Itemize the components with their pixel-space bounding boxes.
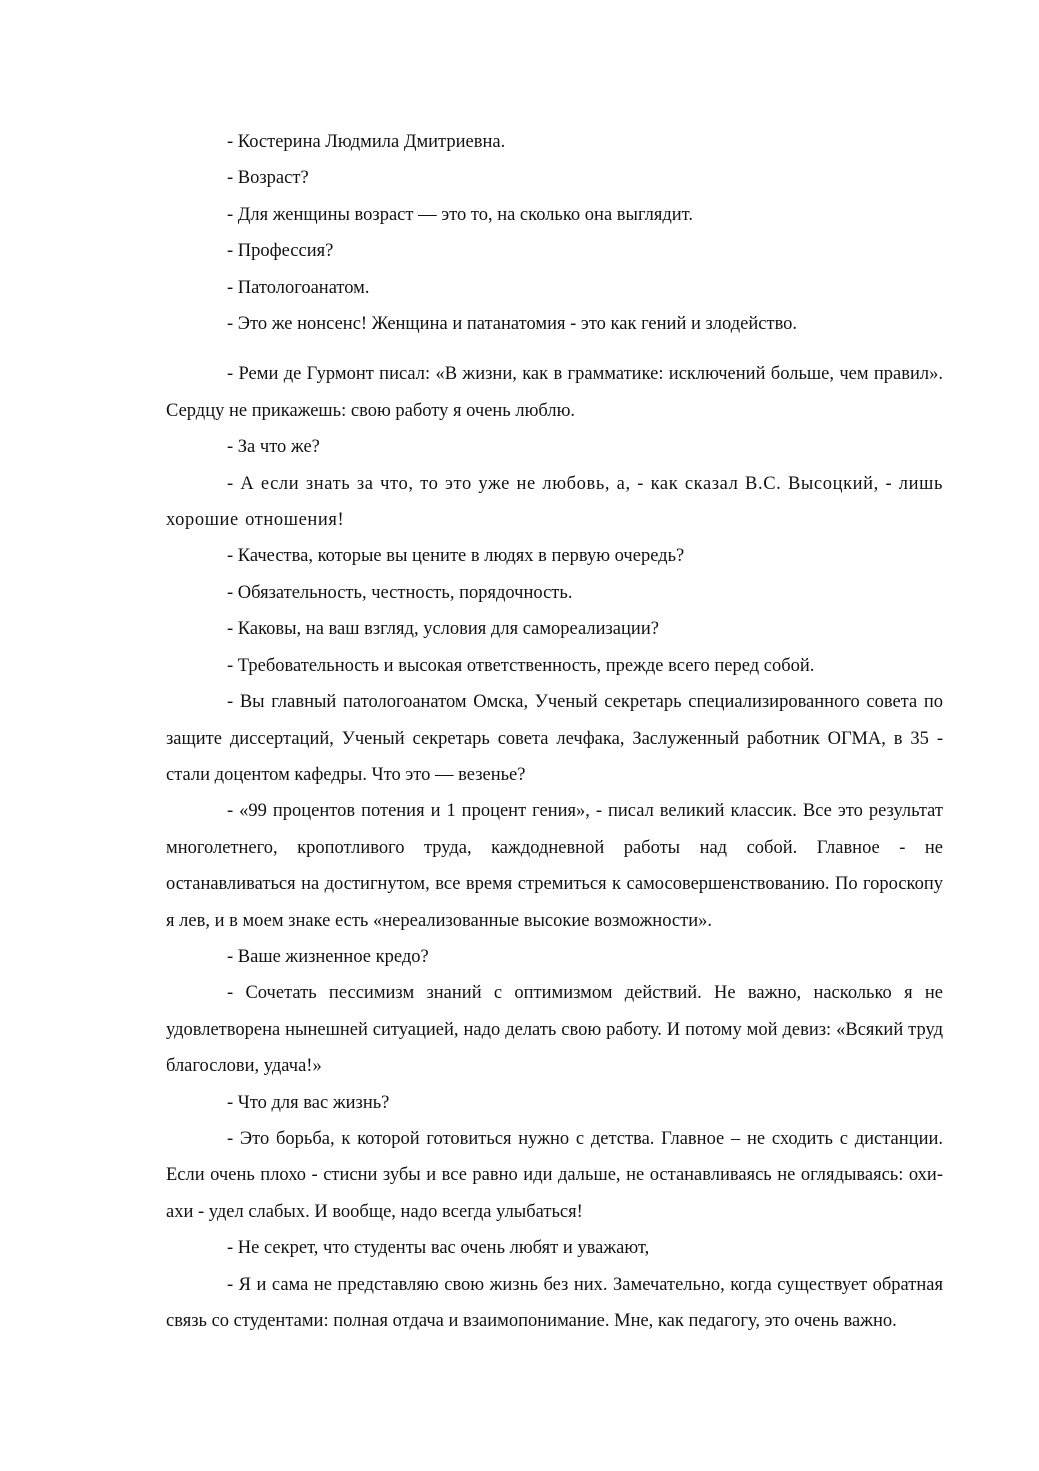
paragraph-profession-answer: - Патологоанатом. bbox=[227, 277, 370, 298]
paragraph-age-answer: - Для женщины возраст — это то, на сколько она выглядит. bbox=[227, 204, 693, 225]
paragraph-luck-answer: - «99 процентов потения и 1 процент гения», - писал великий классик. Все это результат многолетнего, кропотливого труда, каждодневной работы над собой. Главное - не останавливаться на достигнутом, все время стремиться к самосовершенствованию. По гороскопу я лев, и в моем знаке есть «нереализованные высокие возможности». bbox=[166, 801, 943, 931]
paragraph-students-answer: - Я и сама не представляю свою жизнь без них. Замечательно, когда существует обратная связь со студентами: полная отдача и взаимопонимание. Мне, как педагогу, это очень важно. bbox=[166, 1274, 943, 1331]
paragraph-credo-answer: - Сочетать пессимизм знаний с оптимизмом действий. Не важно, насколько я не удовлетворена нынешней ситуацией, надо делать свою работу. И потому мой девиз: «Всякий труд благослови, удача!» bbox=[166, 983, 943, 1077]
paragraph-credo-question: - Ваше жизненное кредо? bbox=[227, 946, 429, 967]
paragraph-age-question: - Возраст? bbox=[227, 168, 309, 189]
paragraph-students-remark: - Не секрет, что студенты вас очень любят и уважают, bbox=[227, 1238, 650, 1259]
paragraph-qualities-question: - Качества, которые вы цените в людях в первую очередь? bbox=[227, 546, 685, 567]
paragraph-gap bbox=[166, 342, 943, 356]
interview-text bbox=[166, 124, 943, 1339]
paragraph-qualities-answer: - Обязательность, честность, порядочность. bbox=[227, 582, 573, 603]
paragraph-life-question: - Что для вас жизнь? bbox=[227, 1092, 390, 1113]
paragraph-nonsense-remark: - Это же нонсенс! Женщина и патанатомия - это как гений и злодейство. bbox=[227, 314, 798, 335]
paragraph-name-answer: - Костерина Людмила Дмитриевна. bbox=[227, 132, 506, 152]
paragraph-conditions-answer: - Требовательность и высокая ответственность, прежде всего перед собой. bbox=[227, 655, 815, 676]
paragraph-life-answer: - Это борьба, к которой готовиться нужно с детства. Главное – не сходить с дистанции. Если очень плохо - стисни зубы и все равно иди дальше, не останавливаясь не оглядываясь: охи-ахи - удел слабых. И вообще, надо всегда улыбаться! bbox=[166, 1128, 943, 1222]
paragraph-gourmont-answer: - Реми де Гурмонт писал: «В жизни, как в грамматике: исключений больше, чем правил». Сердцу не прикажешь: свою работу я очень люблю. bbox=[166, 364, 943, 421]
paragraph-conditions-question: - Каковы, на ваш взгляд, условия для самореализации? bbox=[227, 619, 659, 640]
paragraph-luck-question: - Вы главный патологоанатом Омска, Ученый секретарь специализированного совета по защите диссертаций, Ученый секретарь совета лечфака, Заслуженный работник ОГМА, в 35 - стали доцентом кафедры. Что это — везенье? bbox=[166, 692, 943, 785]
paragraph-profession-question: - Профессия? bbox=[227, 241, 334, 262]
paragraph-vysotsky-answer: - А если знать за что, то это уже не любовь, а, - как сказал В.С. Высоцкий, - лишь хорошие отношения! bbox=[166, 473, 943, 531]
paragraph-why-question: - За что же? bbox=[227, 437, 320, 458]
